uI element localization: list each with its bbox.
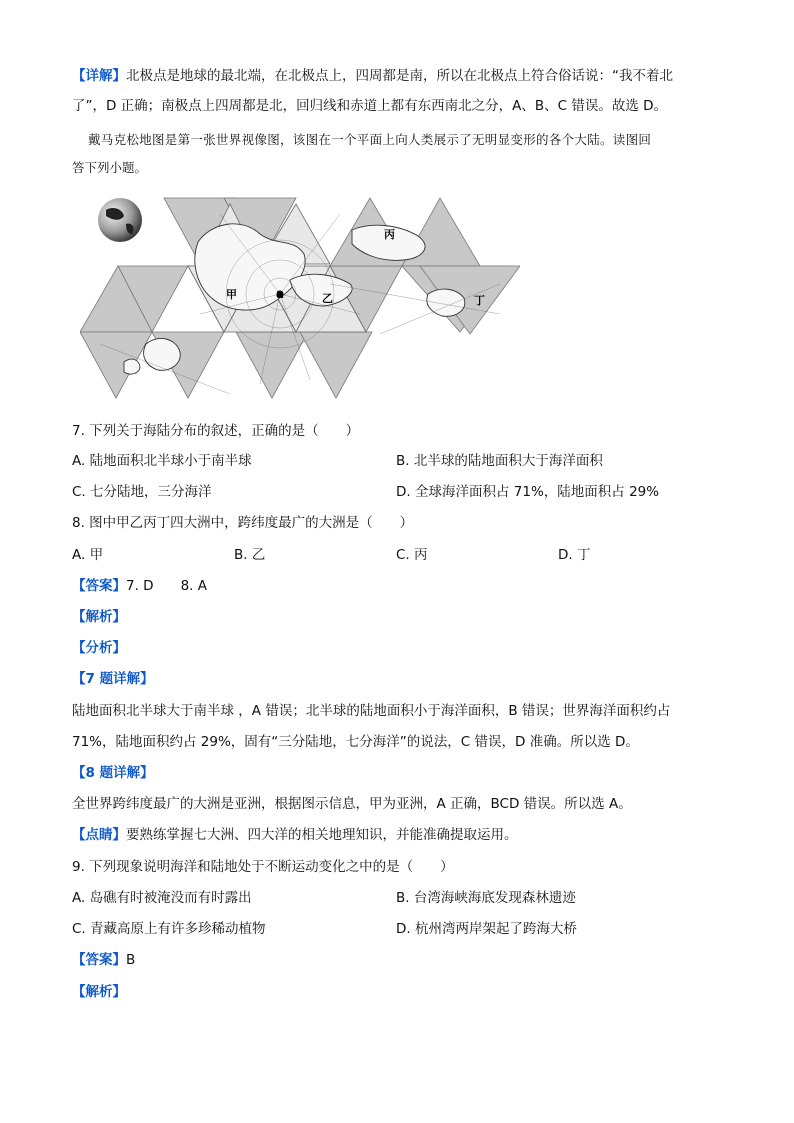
detail-paragraph-line-2: 了”，D 正确；南极点上四周都是北，回归线和赤道上都有东西南北之分，A、B、C 错误。故选 D。 bbox=[72, 98, 668, 114]
label-jia: 甲 bbox=[226, 288, 237, 301]
dymaxion-map bbox=[80, 194, 520, 400]
label-ding: 丁 bbox=[474, 294, 485, 307]
q8-option-a: A. 甲 bbox=[72, 547, 104, 563]
q7-option-a: A. 陆地面积北半球小于南半球 bbox=[72, 453, 252, 469]
detail-7-tag: 【7 题详解】 bbox=[72, 671, 154, 687]
detail-8-line-1: 全世界跨纬度最广的大洲是亚洲，根据图示信息，甲为亚洲，A 正确，BCD 错误。所以选 A。 bbox=[72, 796, 632, 812]
analysis-9-tag: 【解析】 bbox=[72, 984, 126, 1000]
q7-option-d: D. 全球海洋面积占 71%，陆地面积占 29% bbox=[396, 484, 660, 500]
q9-option-a: A. 岛礁有时被淹没而有时露出 bbox=[72, 890, 252, 906]
intro-line-1: 戴马克松地图是第一张世界视像图，该图在一个平面上向人类展示了无明显变形的各个大陆。读图回 bbox=[88, 132, 652, 147]
q7-option-c: C. 七分陆地，三分海洋 bbox=[72, 484, 212, 500]
q9-option-b: B. 台湾海峡海底发现森林遗迹 bbox=[396, 890, 576, 906]
fenxi-tag: 【分析】 bbox=[72, 640, 126, 656]
q9-option-c: C. 青藏高原上有许多珍稀动植物 bbox=[72, 921, 266, 937]
answer-7-8 bbox=[72, 576, 207, 596]
q9-option-d: D. 杭州湾两岸架起了跨海大桥 bbox=[396, 921, 577, 937]
dianqing-line bbox=[72, 825, 518, 845]
analysis-tag: 【解析】 bbox=[72, 609, 126, 625]
point-a-marker bbox=[277, 291, 284, 298]
detail-7-line-1: 陆地面积北半球大于南半球 ，A 错误；北半球的陆地面积小于海洋面积，B 错误；世界海洋面积约占 bbox=[72, 703, 671, 719]
detail-paragraph-line-1 bbox=[72, 66, 673, 86]
label-yi: 乙 bbox=[322, 292, 333, 305]
detail-7-line-2: 71%，陆地面积约占 29%，固有“三分陆地，七分海洋”的说法，C 错误，D 准确。所以选 D。 bbox=[72, 734, 639, 750]
globe-icon bbox=[98, 198, 142, 242]
q8-option-c: C. 丙 bbox=[396, 547, 428, 563]
q8-option-d: D. 丁 bbox=[558, 547, 591, 563]
dianqing-text: 要熟练掌握七大洲、四大洋的相关地理知识，并能准确提取运用。 bbox=[126, 827, 518, 843]
detail-tag: 【详解】 bbox=[72, 68, 126, 84]
answer-9-text: B bbox=[126, 952, 136, 968]
intro-line-2: 答下列小题。 bbox=[72, 160, 148, 175]
answer-text: 7. D 8. A bbox=[126, 578, 207, 594]
answer-9 bbox=[72, 950, 135, 970]
answer-9-tag: 【答案】 bbox=[72, 952, 126, 968]
label-bing: 丙 bbox=[384, 228, 395, 241]
q7-stem: 7. 下列关于海陆分布的叙述，正确的是（ ） bbox=[72, 423, 360, 439]
q8-stem: 8. 图中甲乙丙丁四大洲中，跨纬度最广的大洲是（ ） bbox=[72, 515, 414, 531]
q7-option-b: B. 北半球的陆地面积大于海洋面积 bbox=[396, 453, 603, 469]
q8-option-b: B. 乙 bbox=[234, 547, 266, 563]
detail-8-tag: 【8 题详解】 bbox=[72, 765, 154, 781]
q9-stem: 9. 下列现象说明海洋和陆地处于不断运动变化之中的是（ ） bbox=[72, 859, 454, 875]
dianqing-tag: 【点睛】 bbox=[72, 827, 126, 843]
detail-text-1: 北极点是地球的最北端，在北极点上，四周都是南，所以在北极点上符合俗话说：“我不着北 bbox=[126, 68, 673, 84]
answer-tag: 【答案】 bbox=[72, 578, 126, 594]
